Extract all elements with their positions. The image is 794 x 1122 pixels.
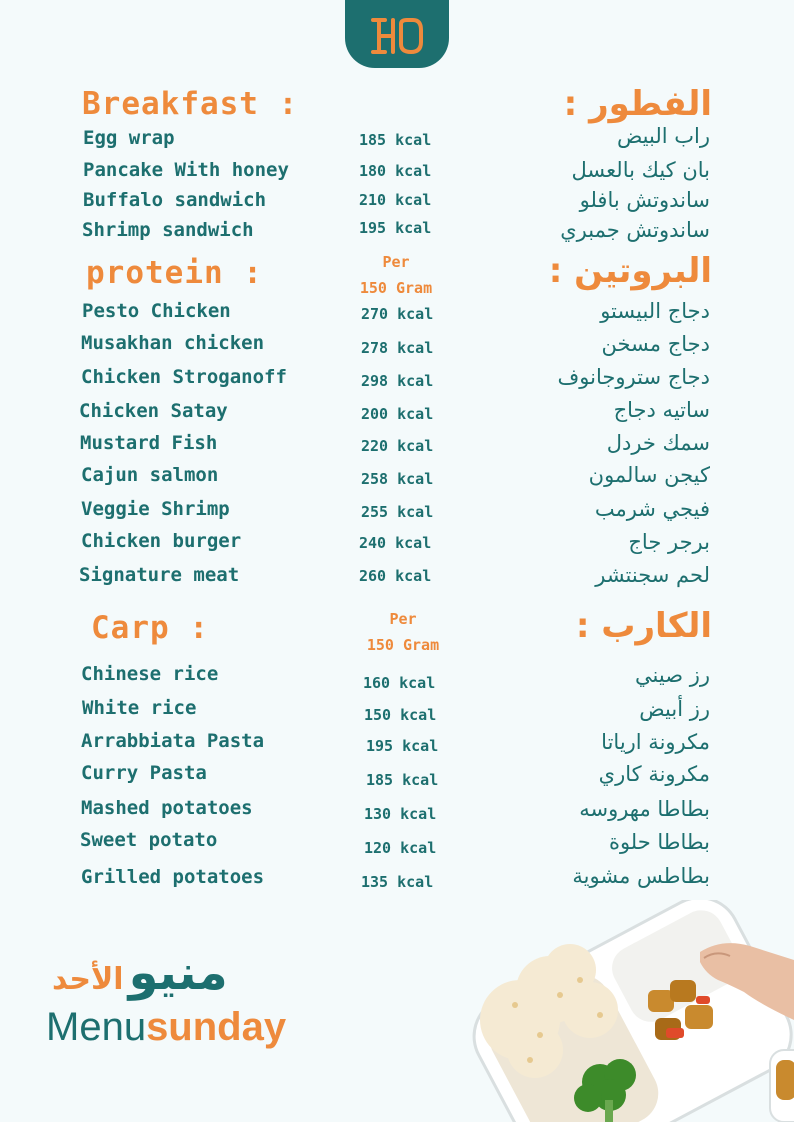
menu-item-kcal: 278 kcal [361,339,434,357]
menu-item-name: Curry Pasta [81,762,207,784]
brand-english-menu: Menu [46,1005,147,1049]
menu-item-name-ar: دجاج مسخن [601,332,710,356]
menu-item-name: Chicken Satay [79,400,228,422]
menu-item-name-ar: ساندوتش جمبري [560,218,710,242]
menu-item-kcal: 130 kcal [364,805,437,823]
menu-item-name-ar: دجاج البيستو [600,299,710,323]
menu-item-name-ar: برجر جاج [628,530,710,554]
menu-item-kcal: 185 kcal [366,771,439,789]
menu-item-name-ar: بطاطس مشوية [572,864,710,888]
protein-title-ar: البروتين : [548,251,712,291]
menu-item-name: Mashed potatoes [81,797,253,819]
brand-english [46,1005,286,1050]
menu-item-name: Chicken burger [81,530,242,552]
menu-item-kcal: 220 kcal [361,437,434,455]
menu-item-kcal: 150 kcal [364,706,437,724]
menu-item-name-ar: كيجن سالمون [588,463,710,487]
menu-item-kcal: 270 kcal [361,305,434,323]
menu-item-name: Signature meat [79,564,240,586]
menu-item-name-ar: رز صيني [635,663,710,687]
menu-item-kcal: 258 kcal [361,470,434,488]
menu-item-name-ar: مكرونة ارياتا [601,730,710,754]
breakfast-title-ar: الفطور : [563,84,712,124]
menu-item-kcal: 255 kcal [361,503,434,521]
menu-item-name: Grilled potatoes [81,866,265,888]
menu-item-name: Veggie Shrimp [81,498,230,520]
menu-item-name: Sweet potato [80,829,218,851]
brand-english-day: sunday [146,1005,287,1049]
menu-item-name-ar: سمك خردل [606,431,710,455]
menu-item-name: Pancake With honey [83,159,289,181]
menu-item-name-ar: رز أبيض [639,697,710,721]
menu-item-kcal: 120 kcal [364,839,437,857]
per-line: Per [389,610,417,628]
brand-arabic-menu: منيو [128,945,228,1001]
logo-tab [345,0,449,68]
menu-item-kcal: 195 kcal [366,737,439,755]
protein-per-label [341,249,451,301]
menu-item-name: Chicken Stroganoff [81,366,287,388]
menu-item-name-ar: ساندوتش بافلو [579,188,710,212]
menu-item-name-ar: بطاطا حلوة [608,830,710,854]
brand-arabic-day: الأحد [52,962,124,997]
meal-tray-photo [460,900,794,1122]
protein-title-en: protein : [86,255,263,291]
menu-item-kcal: 185 kcal [359,131,432,149]
menu-item-kcal: 240 kcal [359,534,432,552]
per-grams: 150 Gram [359,279,433,297]
menu-item-kcal: 298 kcal [361,372,434,390]
menu-item-kcal: 160 kcal [363,674,436,692]
ho-logo-icon [367,6,427,62]
menu-item-name-ar: بطاطا مهروسه [579,797,710,821]
carp-per-label [348,606,458,658]
menu-item-name-ar: مكرونة كاري [598,762,710,786]
menu-item-name-ar: دجاج ستروجانوف [557,365,710,389]
menu-item-name: White rice [82,697,197,719]
menu-item-name-ar: لحم سجنتشر [595,563,710,587]
menu-item-name-ar: بان كيك بالعسل [571,158,710,182]
menu-item-name: Mustard Fish [80,432,218,454]
menu-item-name: Arrabbiata Pasta [81,730,265,752]
menu-item-name: Musakhan chicken [81,332,265,354]
carp-title-ar: الكارب : [575,606,712,646]
menu-item-kcal: 210 kcal [359,191,432,209]
carp-title-en: Carp : [91,610,209,646]
menu-item-kcal: 135 kcal [361,873,434,891]
per-grams: 150 Gram [366,636,440,654]
menu-item-kcal: 200 kcal [361,405,434,423]
menu-item-name: Egg wrap [83,127,175,149]
per-line: Per [382,253,410,271]
breakfast-title-en: Breakfast : [82,86,299,122]
menu-item-name-ar: ساتيه دجاج [613,398,710,422]
menu-item-kcal: 195 kcal [359,219,432,237]
menu-item-kcal: 180 kcal [359,162,432,180]
menu-item-name: Shrimp sandwich [82,219,254,241]
menu-item-name-ar: فيجي شرمب [594,497,710,521]
menu-item-name: Chinese rice [81,663,219,685]
menu-item-name-ar: راب البيض [616,124,710,148]
menu-item-name: Pesto Chicken [82,300,231,322]
menu-item-kcal: 260 kcal [359,567,432,585]
menu-item-name: Buffalo sandwich [83,189,267,211]
brand-arabic [52,945,228,1001]
menu-item-name: Cajun salmon [81,464,219,486]
